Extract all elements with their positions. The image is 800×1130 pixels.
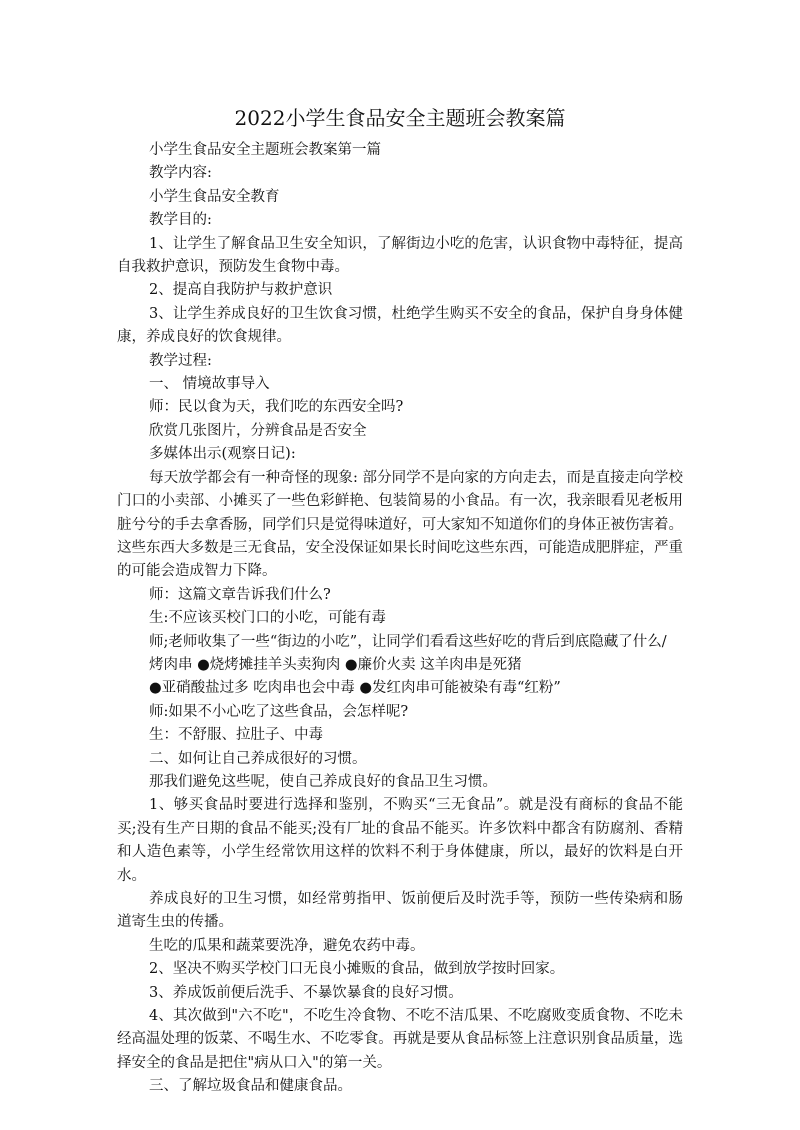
paragraph: 一、 情境故事导入 [149, 376, 270, 393]
paragraph: 生吃的瓜果和蔬菜要洗净，避免农药中毒。 [149, 937, 425, 954]
paragraph: 二、如何让自己养成很好的习惯。 [149, 750, 367, 767]
paragraph: 小学生食品安全主题班会教案第一篇 [149, 142, 381, 158]
paragraph: 2、坚决不购买学校门口无良小摊贩的食品，做到放学按时回家。 [149, 961, 565, 978]
paragraph: 1、够买食品时要进行选择和鉴别，不购买“三无食品”。就是没有商标的食品不能买;没有生产日期的食品不能买;没有厂址的食品不能买。许多饮料中都含有防腐剂、香精和人造色素等，小学生经常饮用这样的饮料不利于身体健康，所以，最好的饮料是白开水。 [117, 797, 683, 884]
paragraph: 1、让学生了解食品卫生安全知识，了解街边小吃的危害，认识食物中毒特征，提高自我救护意识，预防发生食物中毒。 [117, 235, 683, 276]
paragraph: 师：这篇文章告诉我们什么? [149, 586, 331, 603]
paragraph: 生：不舒服、拉肚子、中毒 [149, 727, 323, 744]
paragraph: 4、其次做到"六不吃"，不吃生冷食物、不吃不洁瓜果、不吃腐败变质食物、不吃未经高温处理的饭菜、不喝生水、不吃零食。再就是要从食品标签上注意识别食品质量，选择安全的食品是把住"病从口入"的第一关。 [117, 1008, 683, 1071]
paragraph: 烤肉串 ●烧烤摊挂羊头卖狗肉 ●廉价火卖 这羊肉串是死猪 [149, 656, 522, 673]
paragraph: 欣赏几张图片，分辨食品是否安全 [149, 422, 367, 439]
paragraph: 那我们避免这些呢，使自己养成良好的食品卫生习惯。 [149, 773, 497, 790]
document-title: 2022小学生食品安全主题班会教案篇 [234, 106, 566, 130]
paragraph: 教学内容: [149, 165, 212, 182]
paragraph: 教学过程: [149, 352, 212, 369]
paragraph: 3、让学生养成良好的卫生饮食习惯，杜绝学生购买不安全的食品，保护自身身体健康，养成良好的饮食规律。 [117, 305, 683, 346]
paragraph: 养成良好的卫生习惯，如经常剪指甲、饭前便后及时洗手等，预防一些传染病和肠道寄生虫的传播。 [117, 891, 683, 931]
paragraph: 师;老师收集了一些“街边的小吃”，让同学们看看这些好吃的背后到底隐藏了什么/ [149, 633, 667, 650]
paragraph: 生:不应该买校门口的小吃，可能有毒 [149, 610, 386, 627]
paragraph: 师：民以食为天，我们吃的东西安全吗? [149, 399, 404, 416]
paragraph: 小学生食品安全教育 [149, 188, 280, 205]
paragraph: 每天放学都会有一种奇怪的现象: 部分同学不是向家的方向走去，而是直接走向学校门口的小卖部、小摊买了一些色彩鲜艳、包装简易的小食品。有一次，我亲眼看见老板用脏兮兮的手去拿香肠，同学们只是觉得味道好，可大家知不知道你们的身体正被伤害着。 这些东西大多数是三无食品，安全没保证如果长时间吃这些东西，可能造成肥胖症，严重的可能会造成智力下降。 [117, 469, 683, 580]
paragraph: ●亚硝酸盐过多 吃肉串也会中毒 ●发红肉串可能被染有毒“红粉” [149, 680, 561, 697]
paragraph: 多媒体出示(观察日记): [149, 446, 296, 463]
paragraph: 3、养成饭前便后洗手、不暴饮暴食的良好习惯。 [149, 984, 463, 1001]
paragraph: 教学目的: [149, 212, 212, 229]
paragraph: 三、了解垃圾食品和健康食品。 [149, 1078, 352, 1095]
paragraph: 2、提高自我防护与救护意识 [149, 282, 333, 299]
paragraph: 师:如果不小心吃了这些食品，会怎样呢? [149, 703, 409, 720]
document-body [117, 139, 683, 1099]
